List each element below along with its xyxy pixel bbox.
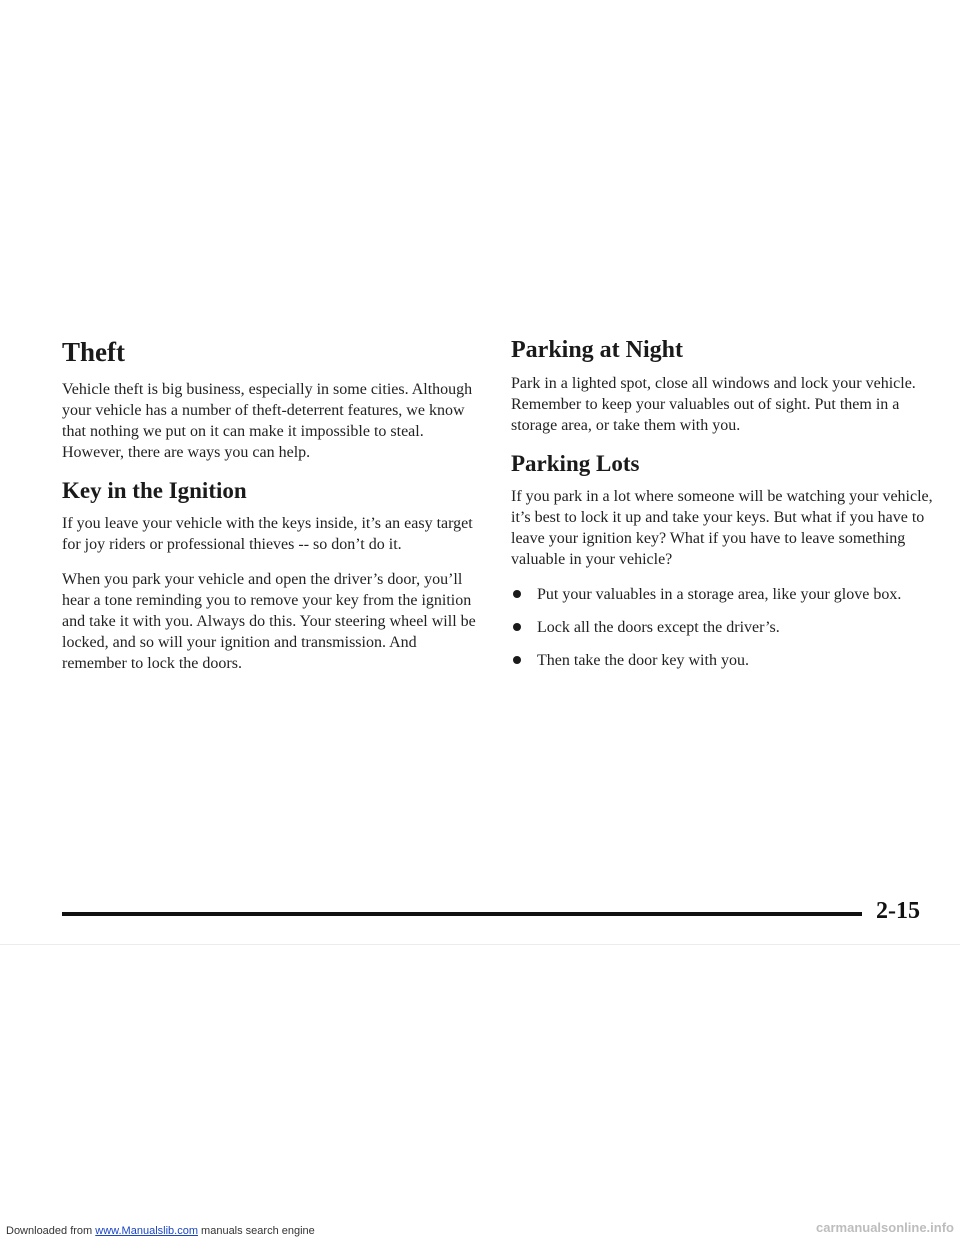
- key-in-ignition-heading: Key in the Ignition: [62, 478, 247, 503]
- list-item: [511, 617, 936, 638]
- list-item: [511, 584, 936, 605]
- bullet-icon: [513, 656, 521, 664]
- parking-night-paragraph: Park in a lighted spot, close all windows and lock your vehicle. Remember to keep your valuables out of sight. Put them in a storage area, or take them with you.: [511, 375, 916, 434]
- parking-at-night-heading: Parking at Night: [511, 337, 684, 363]
- parking-lots-heading: Parking Lots: [511, 451, 640, 476]
- theft-paragraph: Vehicle theft is big business, especially in some cities. Although your vehicle has a number of theft-deterrent features, we know that nothing we put on it can make it impossible to steal. However, there are ways you can help.: [62, 381, 473, 461]
- manualslib-link[interactable]: www.Manualslib.com: [95, 1225, 198, 1237]
- parking-lots-paragraph: If you park in a lot where someone will be watching your vehicle, it’s best to lock it up and take your keys. But what if you have to leave your ignition key? What if you have to leave something valuable in your vehicle?: [511, 488, 933, 568]
- bullet-icon: [513, 623, 521, 631]
- key-paragraph-2: When you park your vehicle and open the driver’s door, you’ll hear a tone reminding you to remove your key from the ignition and take it with you. Always do this. Your steering wheel will be locked, and so will your ignition and transmission. And remember to lock the doors.: [62, 571, 476, 672]
- parking-tips-list: [511, 584, 936, 671]
- left-column: [62, 336, 484, 688]
- scan-artifact-line: [0, 944, 960, 945]
- page-divider-rule: [62, 912, 862, 916]
- theft-heading: Theft: [62, 337, 125, 367]
- key-paragraph-1: If you leave your vehicle with the keys inside, it’s an easy target for joy riders or professional thieves -- so don’t do it.: [62, 515, 473, 553]
- right-column: [511, 336, 936, 683]
- list-item: [511, 650, 936, 671]
- bullet-icon: [513, 590, 521, 598]
- page-number: 2-15: [876, 898, 920, 924]
- footer-prefix: Downloaded from: [6, 1225, 93, 1237]
- list-item-text: Lock all the doors except the driver’s.: [537, 619, 780, 636]
- footer-suffix: manuals search engine: [201, 1225, 315, 1237]
- list-item-text: Put your valuables in a storage area, like your glove box.: [537, 586, 902, 603]
- download-footer: [6, 1225, 315, 1237]
- watermark-text: carmanualsonline.info: [816, 1220, 954, 1235]
- list-item-text: Then take the door key with you.: [537, 652, 749, 669]
